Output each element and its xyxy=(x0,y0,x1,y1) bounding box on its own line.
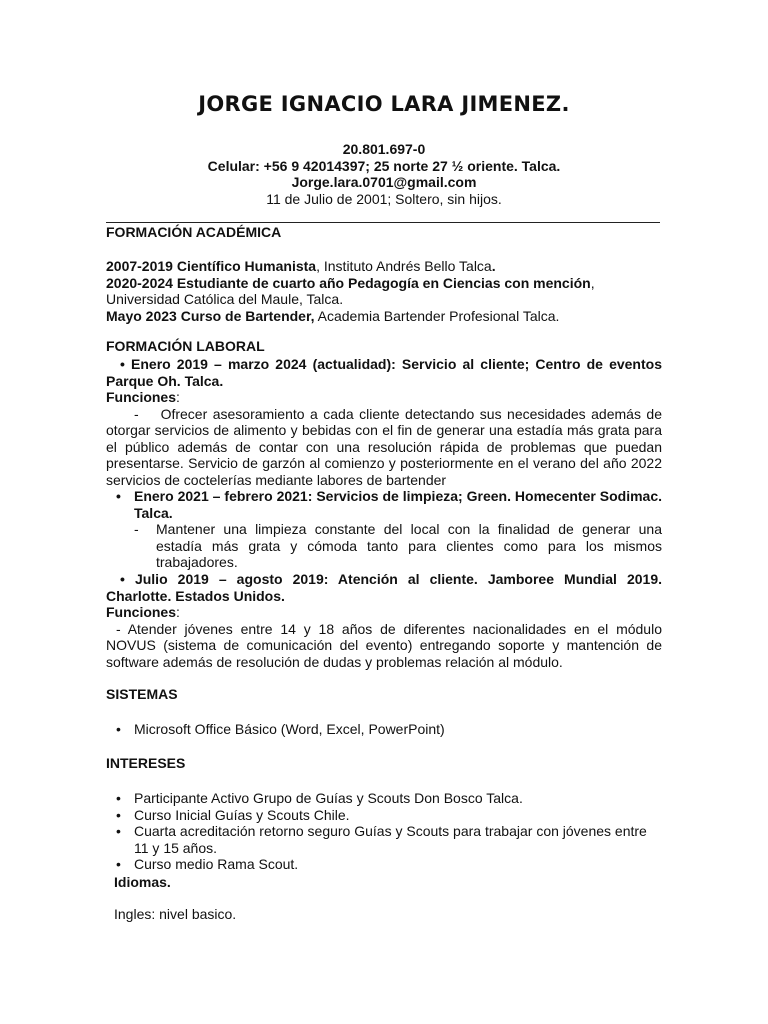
list-item: • Curso Inicial Guías y Scouts Chile. xyxy=(106,807,662,824)
academic-item: 2020-2024 Estudiante de cuarto año Pedagogía en Ciencias con mención, Universidad Católica del Maule, Talca. xyxy=(106,274,595,307)
job-title: • Enero 2019 – marzo 2024 (actualidad): Servicio al cliente; Centro de eventos Parque Oh. Talca. xyxy=(106,356,662,389)
job-detail: - Mantener una limpieza constante del local con la finalidad de generar una estadía más grata y cómoda tanto para clientes como para los mismos trabajadores. xyxy=(106,521,662,571)
list-item: • Microsoft Office Básico (Word, Excel, PowerPoint) xyxy=(106,721,662,738)
job-detail: - Atender jóvenes entre 14 y 18 años de diferentes nacionalidades en el módulo NOVUS (sistema de comunicación del evento) entregando soporte y mantención de software además de resolución de dudas y problemas relación al módulo. xyxy=(106,620,662,670)
interests-heading: INTERESES xyxy=(106,755,186,771)
systems-heading: SISTEMAS xyxy=(106,686,178,702)
list-item: • Participante Activo Grupo de Guías y Scouts Don Bosco Talca. xyxy=(106,790,662,807)
job-title: • Enero 2021 – febrero 2021: Servicios de limpieza; Green. Homecenter Sodimac. Talca. xyxy=(106,488,662,521)
labor-heading: FORMACIÓN LABORAL xyxy=(106,338,265,354)
email: Jorge.lara.0701@gmail.com xyxy=(291,174,477,190)
academic-list xyxy=(106,258,662,324)
job-3 xyxy=(106,571,662,670)
job-detail: - Ofrecer asesoramiento a cada cliente detectando sus necesidades además de otorgar servicios de alimento y bebidas con el fin de generar una estadía más grata para el público además de contar con una resolución rápida de problemas que puedan presentarse. Servicio de garzón al comienzo y posteriormente en el verano del año 2022 servicios de coctelerías mediante labores de bartender xyxy=(106,405,662,488)
job-title: • Julio 2019 – agosto 2019: Atención al cliente. Jamboree Mundial 2019. Charlotte. Estados Unidos. xyxy=(106,571,662,604)
birth-status: 11 de Julio de 2001; Soltero, sin hijos. xyxy=(266,190,502,207)
systems-list xyxy=(106,721,662,738)
languages-detail: Ingles: nivel basico. xyxy=(114,906,237,922)
languages-heading: Idiomas. xyxy=(114,874,171,890)
job-2 xyxy=(106,488,662,571)
functions-label: Funciones: xyxy=(106,604,180,620)
job-1 xyxy=(106,356,662,488)
list-item: • Curso medio Rama Scout. xyxy=(106,856,662,873)
academic-item: 2007-2019 Científico Humanista, Instituto Andrés Bello Talca. xyxy=(106,258,496,274)
divider xyxy=(106,222,660,223)
academic-item: Mayo 2023 Curso de Bartender, Academia Bartender Profesional Talca. xyxy=(106,307,560,324)
phone-address: Celular: +56 9 42014397; 25 norte 27 ½ oriente. Talca. xyxy=(207,157,561,174)
list-item: • Cuarta acreditación retorno seguro Guías y Scouts para trabajar con jóvenes entre 11 y 15 años. xyxy=(106,823,662,856)
contact-block xyxy=(0,141,768,207)
functions-label: Funciones: xyxy=(106,389,180,405)
rut: 20.801.697-0 xyxy=(342,141,426,157)
candidate-name: JORGE IGNACIO LARA JIMENEZ. xyxy=(198,92,570,116)
academic-heading: FORMACIÓN ACADÉMICA xyxy=(106,224,282,240)
interests-list xyxy=(106,790,662,873)
